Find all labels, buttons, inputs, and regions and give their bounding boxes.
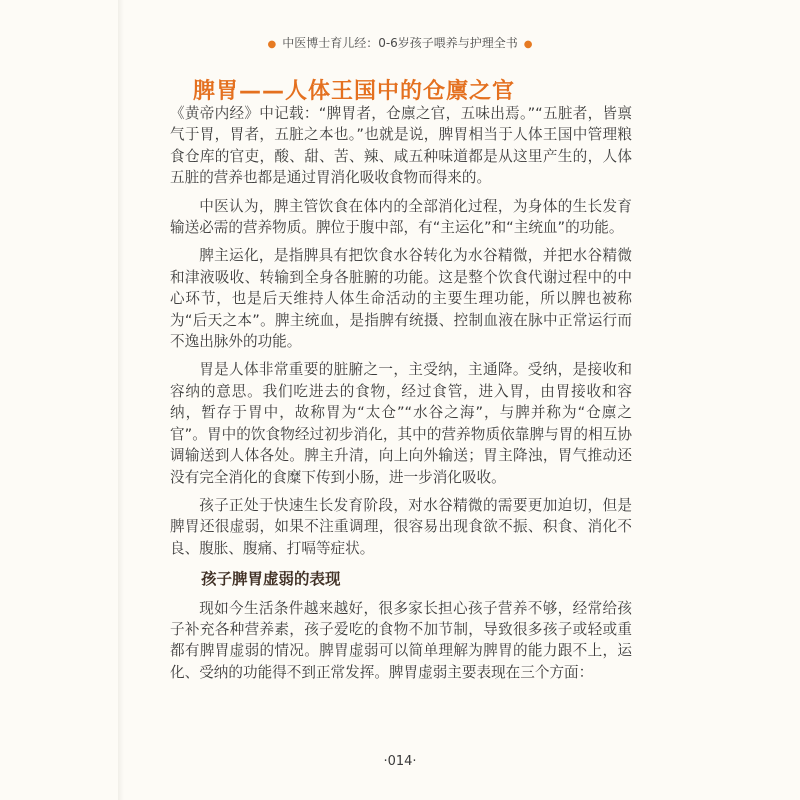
- running-header: [250, 34, 550, 51]
- paragraph: 现如今生活条件越来越好，很多家长担心孩子营养不够，经常给孩子补充各种营养素，孩子爱吃的食物不加节制，导致很多孩子或轻或重都有脾胃虚弱的情况。脾胃虚弱可以简单理解为脾胃的能力跟不上，运化、受纳的功能得不到正常发挥。脾胃虚弱主要表现在三个方面：: [170, 599, 632, 681]
- header-bullet-right: ●: [523, 39, 533, 50]
- paragraph: 孩子正处于快速生长发育阶段，对水谷精微的需要更加迫切，但是脾胃还很虚弱，如果不注重调理，很容易出现食欲不振、积食、消化不良、腹胀、腹痛、打嗝等症状。: [170, 496, 632, 557]
- paragraph: 脾主运化，是指脾具有把饮食水谷转化为水谷精微，并把水谷精微和津液吸收、转输到全身各脏腑的功能。这是整个饮食代谢过程中的中心环节，也是后天维持人体生命活动的主要生理功能，所以脾也被称为“后天之本”。脾主统血，是指脾有统摄、控制血液在脉中正常运行而不逸出脉外的功能。: [170, 247, 632, 351]
- paragraph: 胃是人体非常重要的脏腑之一，主受纳，主通降。受纳，是接收和容纳的意思。我们吃进去的食物，经过食管，进入胃，由胃接收和容纳，暂存于胃中，故称胃为“太仓”“水谷之海”，与脾并称为“仓廪之官”。胃中的饮食物经过初步消化，其中的营养物质依靠脾与胃的相互协调输送到人体各处。脾主升清，向上向外输送；胃主降浊，胃气推动还没有完全消化的食糜下传到小肠，进一步消化吸收。: [170, 361, 632, 486]
- page-number: ·014·: [383, 754, 417, 769]
- chapter-title: 脾胃——人体王国中的仓廪之官: [193, 79, 516, 104]
- paragraph: 《黄帝内经》中记载：“脾胃者，仓廪之官，五味出焉。”“五脏者，皆禀气于胃，胃者，五脏之本也。”也就是说，脾胃相当于人体王国中管理粮食仓库的官吏，酸、甜、苦、辣、咸五种味道都是从这里产生的，人体五脏的营养也都是通过胃消化吸收食物而得来的。: [170, 105, 632, 187]
- body-text: [170, 103, 632, 690]
- section-heading: 孩子脾胃虚弱的表现: [201, 570, 341, 589]
- gutter-shadow: [118, 0, 124, 800]
- header-bullet-left: ●: [267, 39, 277, 50]
- running-title: 中医博士育儿经：0-6岁孩子喂养与护理全书: [282, 36, 518, 50]
- paragraph: 中医认为，脾主管饮食在体内的全部消化过程，为身体的生长发育输送必需的营养物质。脾位于腹中部，有“主运化”和“主统血”的功能。: [170, 197, 632, 237]
